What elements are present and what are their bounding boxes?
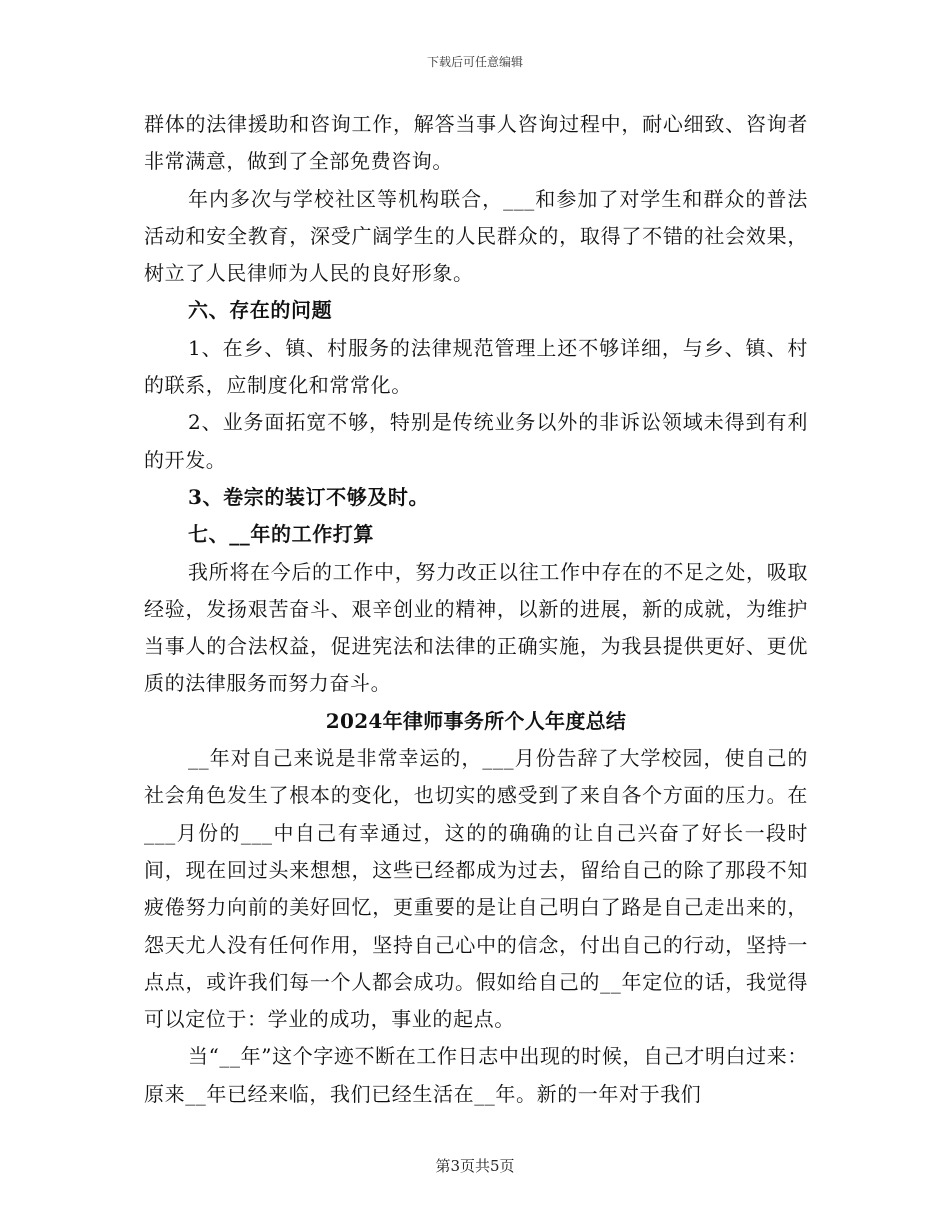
header-note: 下载后可任意编辑 [426, 55, 523, 69]
section-heading: 七、__年的工作打算 [188, 522, 374, 547]
list-item: 3、卷宗的装订不够及时。 [188, 484, 430, 509]
paragraph: 当“__年”这个字迹不断在工作日志中出现的时候，自己才明白过来：原来__年已经来临，我们已经生活在__年。新的一年对于我们 [144, 1044, 808, 1106]
paragraph: 群体的法律援助和咨询工作，解答当事人咨询过程中，耐心细致、咨询者非常满意，做到了全部免费咨询。 [144, 112, 808, 174]
paragraph: 我所将在今后的工作中，努力改正以往工作中存在的不足之处，吸取经验，发扬艰苦奋斗、艰辛创业的精神，以新的进展，新的成就，为维护当事人的合法权益，促进宪法和法律的正确实施，为我县提供更好、更优质的法律服务而努力奋斗。 [144, 559, 808, 696]
list-item: 2、业务面拓宽不够，特别是传统业务以外的非诉讼领域未得到有利的开发。 [144, 410, 808, 472]
document-body [144, 106, 808, 1113]
document-title: 2024年律师事务所个人年度总结 [325, 708, 627, 733]
section-heading: 六、存在的问题 [188, 298, 333, 323]
page-number: 第3页共5页 [435, 1157, 515, 1175]
paragraph: 年内多次与学校社区等机构联合，___和参加了对学生和群众的普法活动和安全教育，深受广阔学生的人民群众的，取得了不错的社会效果，树立了人民律师为人民的良好形象。 [144, 186, 808, 286]
paragraph: __年对自己来说是非常幸运的，___月份告辞了大学校园，使自己的社会角色发生了根本的变化，也切实的感受到了来自各个方面的压力。在___月份的___中自己有幸通过，这的的确确的让自己兴奋了好长一段时间，现在回过头来想想，这些已经都成为过去，留给自己的除了那段不知疲倦努力向前的美好回忆，更重要的是让自己明白了路是自己走出来的，怨天尤人没有任何作用，坚持自己心中的信念，付出自己的行动，坚持一点点，或许我们每一个人都会成功。假如给自己的__年定位的话，我觉得可以定位于：学业的成功，事业的起点。 [144, 746, 808, 1032]
list-item: 1、在乡、镇、村服务的法律规范管理上还不够详细，与乡、镇、村的联系，应制度化和常常化。 [144, 335, 808, 398]
